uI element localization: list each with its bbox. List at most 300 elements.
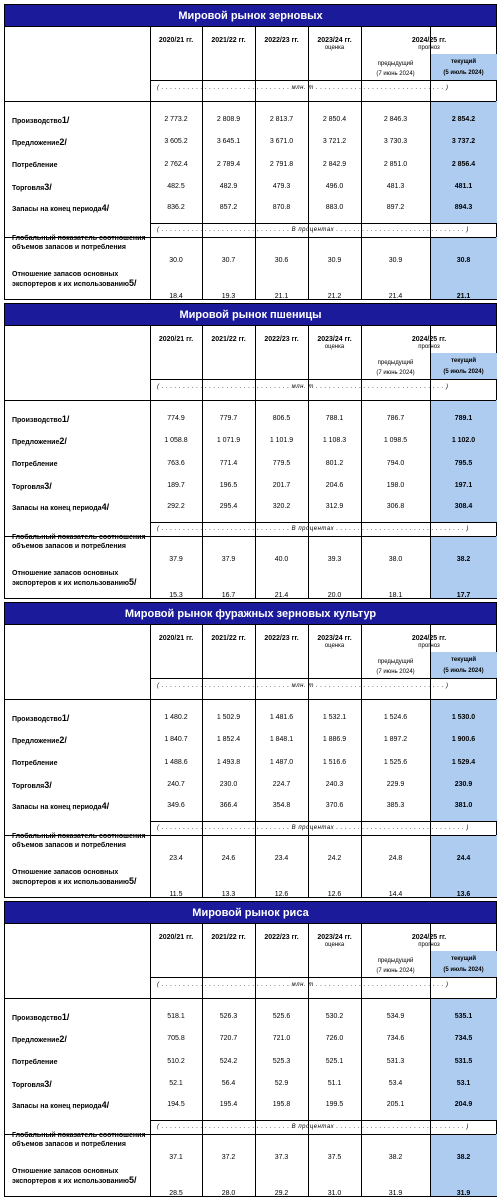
year-header: 2022/23 гг. xyxy=(264,635,299,642)
footnote-mark: 2/ xyxy=(59,436,67,446)
year-header: 2022/23 гг. xyxy=(264,37,299,44)
value-cell: 726.0 xyxy=(325,1035,344,1042)
value-cell: 28.5 xyxy=(169,1190,183,1197)
current-value-cell: 1 900.6 xyxy=(451,736,476,743)
current-column-highlight xyxy=(430,1134,497,1196)
year-header: 2020/21 гг. xyxy=(158,934,194,941)
value-cell: 1 516.6 xyxy=(322,759,347,766)
row-label-consumption xyxy=(12,460,57,469)
year-header: 2022/23 гг. xyxy=(264,934,299,941)
value-cell: 52.9 xyxy=(274,1080,289,1087)
value-cell: 1 897.2 xyxy=(383,736,408,743)
row-label-consumption xyxy=(12,161,57,170)
row-label-stocks xyxy=(12,1101,109,1111)
value-cell: 857.2 xyxy=(219,204,238,211)
value-cell: 2 791.8 xyxy=(269,161,294,168)
row-label-text: Торговля xyxy=(12,484,45,491)
row-label-ratio-global xyxy=(12,234,146,252)
footnote-mark: 4/ xyxy=(101,502,110,512)
footnote-mark: 1/ xyxy=(61,414,70,424)
row-label-text: Предложение xyxy=(12,738,60,745)
current-column-highlight xyxy=(430,652,497,678)
value-cell: 23.4 xyxy=(274,855,289,862)
row-label-text: Потребление xyxy=(12,760,58,767)
footnote-mark: 2/ xyxy=(59,735,67,745)
value-cell: 189.7 xyxy=(167,482,185,489)
value-cell: 38.2 xyxy=(388,1154,403,1161)
block-title: Мировой рынок риса xyxy=(5,902,496,924)
value-cell: 734.6 xyxy=(386,1035,405,1042)
current-value-cell: 21.1 xyxy=(456,293,471,300)
value-cell: 1 108.3 xyxy=(322,437,347,444)
unit-row-pct: ( . . . . . . . . . . . . . . . . . . . . . . . . . . . . . . В процентах . . . . . . . . . . . . . . . . . . . . . . . . . . . . . . ) xyxy=(157,526,469,532)
row-label-supply xyxy=(12,437,67,447)
current-value-cell: 481.1 xyxy=(454,183,473,190)
current-value-cell: 30.8 xyxy=(456,257,471,264)
value-cell: 496.0 xyxy=(325,183,344,190)
footnote-mark: 1/ xyxy=(61,713,70,723)
value-cell: 1 502.9 xyxy=(216,714,241,721)
cur-forecast-date: (5 июль 2024) xyxy=(443,967,484,973)
footnote-mark: 5/ xyxy=(129,876,137,886)
row-label-consumption xyxy=(12,759,57,768)
estimate-label: оценка xyxy=(324,344,345,350)
value-cell: 28.0 xyxy=(221,1190,236,1197)
footnote-mark: 3/ xyxy=(44,780,52,790)
value-cell: 24.6 xyxy=(221,855,236,862)
unit-row-mln: ( . . . . . . . . . . . . . . . . . . . . . . . . . . . . . . млн. т . . . . . . . . . . . . . . . . . . . . . . . . . . . . . . ) xyxy=(157,384,449,390)
row-label-ratio-exporters xyxy=(12,569,146,588)
row-label-text: Глобальный показатель соотношения объемов запасов и потребления xyxy=(12,534,146,550)
value-cell: 24.2 xyxy=(327,855,342,862)
row-label-text: Глобальный показатель соотношения объемов запасов и потребления xyxy=(12,833,146,849)
forecast-year-header: 2024/25 гг. xyxy=(411,635,447,642)
row-label-text: Потребление xyxy=(12,162,58,169)
row-label-supply xyxy=(12,1035,67,1045)
row-divider xyxy=(5,699,496,700)
value-cell: 12.6 xyxy=(274,891,289,898)
row-label-production xyxy=(12,1013,69,1023)
current-column-highlight xyxy=(430,237,497,299)
value-cell: 524.2 xyxy=(219,1058,238,1065)
footnote-mark: 3/ xyxy=(44,182,52,192)
row-label-ratio-exporters xyxy=(12,270,146,289)
current-column-highlight xyxy=(430,536,497,598)
row-label-trade xyxy=(12,482,52,492)
year-header: 2021/22 гг. xyxy=(211,934,246,941)
value-cell: 37.1 xyxy=(169,1154,183,1161)
current-value-cell: 308.4 xyxy=(454,503,473,510)
value-cell: 720.7 xyxy=(219,1035,238,1042)
value-cell: 2 773.2 xyxy=(164,116,188,123)
value-cell: 56.4 xyxy=(221,1080,236,1087)
forecast-label: прогноз xyxy=(418,344,440,350)
current-value-cell: 531.5 xyxy=(454,1058,473,1065)
cur-forecast-date: (5 июль 2024) xyxy=(443,668,484,674)
estimate-label: оценка xyxy=(324,942,345,948)
value-cell: 18.4 xyxy=(169,293,183,300)
value-cell: 37.3 xyxy=(274,1154,289,1161)
current-value-cell: 13.6 xyxy=(456,891,471,898)
row-label-ratio-exporters xyxy=(12,1167,146,1186)
current-value-cell: 2 856.4 xyxy=(451,161,476,168)
value-cell: 38.0 xyxy=(388,556,403,563)
row-divider xyxy=(150,80,496,81)
footnote-mark: 2/ xyxy=(59,1034,67,1044)
block-title: Мировой рынок пшеницы xyxy=(5,304,496,326)
value-cell: 12.6 xyxy=(327,891,342,898)
current-value-cell: 3 737.2 xyxy=(451,138,476,145)
value-cell: 2 762.4 xyxy=(164,161,188,168)
page xyxy=(4,4,497,1200)
unit-row-mln: ( . . . . . . . . . . . . . . . . . . . . . . . . . . . . . . млн. т . . . . . . . . . . . . . . . . . . . . . . . . . . . . . . ) xyxy=(157,683,449,689)
row-label-text: Предложение xyxy=(12,1037,60,1044)
value-cell: 30.0 xyxy=(169,257,183,264)
value-cell: 194.5 xyxy=(167,1101,185,1108)
forecast-year-header: 2024/25 гг. xyxy=(411,37,447,44)
year-header: 2020/21 гг. xyxy=(158,635,194,642)
value-cell: 312.9 xyxy=(325,503,344,510)
value-cell: 19.3 xyxy=(221,293,236,300)
forecast-label: прогноз xyxy=(418,942,440,948)
value-cell: 836.2 xyxy=(167,204,185,211)
forecast-year-header: 2024/25 гг. xyxy=(411,934,447,941)
value-cell: 3 730.3 xyxy=(383,138,408,145)
value-cell: 3 671.0 xyxy=(269,138,294,145)
row-label-text: Отношение запасов основных экспортеров к их использованию xyxy=(12,271,130,288)
cur-forecast-label: текущий xyxy=(450,657,477,663)
year-header: 2020/21 гг. xyxy=(158,37,194,44)
value-cell: 52.1 xyxy=(169,1080,183,1087)
value-cell: 1 848.1 xyxy=(269,736,294,743)
data-table xyxy=(5,326,496,598)
value-cell: 295.4 xyxy=(219,503,238,510)
value-cell: 229.9 xyxy=(386,781,405,788)
forecast-year-header: 2024/25 гг. xyxy=(411,336,447,343)
row-label-text: Производство xyxy=(12,716,62,723)
value-cell: 794.0 xyxy=(386,460,405,467)
footnote-mark: 4/ xyxy=(101,203,110,213)
value-cell: 195.8 xyxy=(272,1101,291,1108)
row-label-ratio-global xyxy=(12,533,146,551)
cur-forecast-label: текущий xyxy=(450,956,477,962)
current-value-cell: 38.2 xyxy=(456,556,471,563)
current-value-cell: 53.1 xyxy=(456,1080,471,1087)
value-cell: 1 101.9 xyxy=(269,437,294,444)
value-cell: 198.0 xyxy=(386,482,405,489)
value-cell: 39.3 xyxy=(327,556,342,563)
row-label-stocks xyxy=(12,204,109,214)
value-cell: 230.0 xyxy=(219,781,238,788)
value-cell: 1 852.4 xyxy=(216,736,241,743)
footnote-mark: 5/ xyxy=(129,278,137,288)
row-label-trade xyxy=(12,1080,52,1090)
current-value-cell: 535.1 xyxy=(454,1013,473,1020)
row-label-supply xyxy=(12,138,67,148)
prev-forecast-date: (7 июнь 2024) xyxy=(376,669,415,675)
row-divider xyxy=(150,522,496,523)
value-cell: 525.1 xyxy=(325,1058,344,1065)
row-label-text: Глобальный показатель соотношения объемов запасов и потребления xyxy=(12,1132,146,1148)
value-cell: 354.8 xyxy=(272,802,291,809)
current-column-highlight xyxy=(430,54,497,80)
unit-row-mln: ( . . . . . . . . . . . . . . . . . . . . . . . . . . . . . . млн. т . . . . . . . . . . . . . . . . . . . . . . . . . . . . . . ) xyxy=(157,982,449,988)
current-column-highlight xyxy=(430,353,497,379)
unit-row-pct: ( . . . . . . . . . . . . . . . . . . . . . . . . . . . . . . В процентах . . . . . . . . . . . . . . . . . . . . . . . . . . . . . . ) xyxy=(157,825,469,831)
value-cell: 1 480.2 xyxy=(164,714,188,721)
current-value-cell: 17.7 xyxy=(456,592,471,599)
current-value-cell: 31.9 xyxy=(456,1190,471,1197)
current-value-cell: 1 529.4 xyxy=(451,759,476,766)
market-block xyxy=(4,602,497,898)
forecast-label: прогноз xyxy=(418,643,440,649)
prev-forecast-label: предыдущий xyxy=(377,659,414,665)
row-label-trade xyxy=(12,781,52,791)
cur-forecast-label: текущий xyxy=(450,59,477,65)
value-cell: 201.7 xyxy=(272,482,291,489)
value-cell: 801.2 xyxy=(325,460,344,467)
value-cell: 2 851.0 xyxy=(383,161,408,168)
year-header: 2022/23 гг. xyxy=(264,336,299,343)
value-cell: 3 645.1 xyxy=(216,138,241,145)
value-cell: 29.2 xyxy=(274,1190,289,1197)
value-cell: 240.3 xyxy=(325,781,344,788)
row-label-text: Глобальный показатель соотношения объемов запасов и потребления xyxy=(12,235,146,251)
forecast-label: прогноз xyxy=(418,45,440,51)
value-cell: 1 098.5 xyxy=(383,437,408,444)
value-cell: 320.2 xyxy=(272,503,291,510)
row-label-text: Потребление xyxy=(12,461,58,468)
row-label-text: Запасы на конец периода xyxy=(12,1103,102,1110)
value-cell: 1 840.7 xyxy=(164,736,188,743)
value-cell: 2 850.4 xyxy=(322,116,347,123)
row-divider xyxy=(150,1120,496,1121)
row-label-production xyxy=(12,116,69,126)
value-cell: 2 846.3 xyxy=(383,116,408,123)
value-cell: 2 813.7 xyxy=(269,116,294,123)
row-divider xyxy=(5,101,496,102)
footnote-mark: 5/ xyxy=(129,577,137,587)
prev-forecast-date: (7 июнь 2024) xyxy=(376,71,415,77)
footnote-mark: 5/ xyxy=(129,1175,137,1185)
value-cell: 30.9 xyxy=(327,257,342,264)
row-label-text: Производство xyxy=(12,1015,62,1022)
value-cell: 14.4 xyxy=(388,891,403,898)
value-cell: 530.2 xyxy=(325,1013,344,1020)
value-cell: 526.3 xyxy=(219,1013,238,1020)
value-cell: 1 488.6 xyxy=(164,759,188,766)
row-label-text: Отношение запасов основных экспортеров к их использованию xyxy=(12,1168,130,1185)
value-cell: 24.8 xyxy=(388,855,403,862)
current-value-cell: 1 530.0 xyxy=(451,714,476,721)
value-cell: 525.6 xyxy=(272,1013,291,1020)
value-cell: 1 071.9 xyxy=(216,437,241,444)
value-cell: 3 721.2 xyxy=(322,138,347,145)
row-divider xyxy=(150,821,496,822)
value-cell: 21.4 xyxy=(274,592,289,599)
value-cell: 806.5 xyxy=(272,415,291,422)
value-cell: 199.5 xyxy=(325,1101,344,1108)
value-cell: 51.1 xyxy=(327,1080,342,1087)
value-cell: 18.1 xyxy=(388,592,403,599)
value-cell: 774.9 xyxy=(167,415,185,422)
cur-forecast-date: (5 июль 2024) xyxy=(443,369,484,375)
value-cell: 30.9 xyxy=(388,257,403,264)
prev-forecast-date: (7 июнь 2024) xyxy=(376,968,415,974)
year-header: 2023/24 гг. xyxy=(317,336,352,343)
row-label-text: Торговля xyxy=(12,1082,45,1089)
row-label-ratio-global xyxy=(12,832,146,850)
current-value-cell: 894.3 xyxy=(454,204,473,211)
value-cell: 13.3 xyxy=(221,891,236,898)
current-value-cell: 24.4 xyxy=(456,855,471,862)
year-header: 2023/24 гг. xyxy=(317,635,352,642)
value-cell: 788.1 xyxy=(325,415,344,422)
estimate-label: оценка xyxy=(324,643,345,649)
row-label-consumption xyxy=(12,1058,57,1067)
value-cell: 20.0 xyxy=(327,592,342,599)
value-cell: 2 789.4 xyxy=(216,161,241,168)
value-cell: 482.9 xyxy=(219,183,238,190)
value-cell: 779.7 xyxy=(219,415,238,422)
value-cell: 3 605.2 xyxy=(164,138,188,145)
value-cell: 481.3 xyxy=(386,183,405,190)
value-cell: 786.7 xyxy=(386,415,405,422)
unit-row-pct: ( . . . . . . . . . . . . . . . . . . . . . . . . . . . . . . В процентах . . . . . . . . . . . . . . . . . . . . . . . . . . . . . . ) xyxy=(157,1124,469,1130)
value-cell: 1 524.6 xyxy=(383,714,408,721)
value-cell: 2 842.9 xyxy=(322,161,347,168)
value-cell: 510.2 xyxy=(167,1058,185,1065)
year-header: 2021/22 гг. xyxy=(211,37,246,44)
row-divider xyxy=(150,678,496,679)
value-cell: 240.7 xyxy=(167,781,185,788)
value-cell: 195.4 xyxy=(219,1101,238,1108)
value-cell: 531.3 xyxy=(386,1058,405,1065)
value-cell: 525.3 xyxy=(272,1058,291,1065)
value-cell: 31.9 xyxy=(388,1190,403,1197)
value-cell: 23.4 xyxy=(169,855,183,862)
year-header: 2020/21 гг. xyxy=(158,336,194,343)
row-label-supply xyxy=(12,736,67,746)
data-table xyxy=(5,924,496,1196)
value-cell: 870.8 xyxy=(272,204,291,211)
value-cell: 518.1 xyxy=(167,1013,185,1020)
value-cell: 1 058.8 xyxy=(164,437,188,444)
cur-forecast-date: (5 июль 2024) xyxy=(443,70,484,76)
current-value-cell: 197.1 xyxy=(454,482,473,489)
row-label-text: Отношение запасов основных экспортеров к их использованию xyxy=(12,570,130,587)
block-title: Мировой рынок зерновых xyxy=(5,5,496,27)
value-cell: 763.6 xyxy=(167,460,185,467)
footnote-mark: 2/ xyxy=(59,137,67,147)
year-header: 2021/22 гг. xyxy=(211,336,246,343)
block-title: Мировой рынок фуражных зерновых культур xyxy=(5,603,496,625)
current-value-cell: 1 102.0 xyxy=(451,437,476,444)
value-cell: 1 493.8 xyxy=(216,759,241,766)
value-cell: 1 487.0 xyxy=(269,759,294,766)
value-cell: 11.5 xyxy=(169,891,183,898)
row-label-text: Предложение xyxy=(12,140,60,147)
value-cell: 205.1 xyxy=(386,1101,405,1108)
current-value-cell: 795.5 xyxy=(454,460,473,467)
value-cell: 366.4 xyxy=(219,802,238,809)
row-label-ratio-global xyxy=(12,1131,146,1149)
value-cell: 306.8 xyxy=(386,503,405,510)
data-table xyxy=(5,27,496,299)
value-cell: 15.3 xyxy=(169,592,183,599)
value-cell: 385.3 xyxy=(386,802,405,809)
value-cell: 204.6 xyxy=(325,482,344,489)
footnote-mark: 1/ xyxy=(61,115,70,125)
value-cell: 40.0 xyxy=(274,556,289,563)
value-cell: 30.6 xyxy=(274,257,289,264)
row-label-stocks xyxy=(12,503,109,513)
value-cell: 897.2 xyxy=(386,204,405,211)
footnote-mark: 3/ xyxy=(44,1079,52,1089)
footnote-mark: 3/ xyxy=(44,481,52,491)
value-cell: 370.6 xyxy=(325,802,344,809)
value-cell: 37.2 xyxy=(221,1154,236,1161)
value-cell: 1 481.6 xyxy=(269,714,294,721)
value-cell: 30.7 xyxy=(221,257,236,264)
current-value-cell: 2 854.2 xyxy=(451,116,476,123)
row-label-ratio-exporters xyxy=(12,868,146,887)
row-divider xyxy=(150,223,496,224)
value-cell: 721.0 xyxy=(272,1035,291,1042)
value-cell: 534.9 xyxy=(386,1013,405,1020)
value-cell: 16.7 xyxy=(221,592,236,599)
year-header: 2021/22 гг. xyxy=(211,635,246,642)
cur-forecast-label: текущий xyxy=(450,358,477,364)
value-cell: 883.0 xyxy=(325,204,344,211)
row-label-text: Предложение xyxy=(12,439,60,446)
prev-forecast-date: (7 июнь 2024) xyxy=(376,370,415,376)
value-cell: 482.5 xyxy=(167,183,185,190)
row-label-text: Производство xyxy=(12,417,62,424)
market-block xyxy=(4,4,497,300)
unit-row-pct: ( . . . . . . . . . . . . . . . . . . . . . . . . . . . . . . В процентах . . . . . . . . . . . . . . . . . . . . . . . . . . . . . . ) xyxy=(157,227,469,233)
current-value-cell: 789.1 xyxy=(454,415,473,422)
row-label-trade xyxy=(12,183,52,193)
row-label-text: Торговля xyxy=(12,783,45,790)
value-cell: 779.5 xyxy=(272,460,291,467)
value-cell: 53.4 xyxy=(388,1080,403,1087)
unit-row-mln: ( . . . . . . . . . . . . . . . . . . . . . . . . . . . . . . млн. т . . . . . . . . . . . . . . . . . . . . . . . . . . . . . . ) xyxy=(157,85,449,91)
value-cell: 1 532.1 xyxy=(322,714,347,721)
footnote-mark: 1/ xyxy=(61,1012,70,1022)
prev-forecast-label: предыдущий xyxy=(377,958,414,964)
year-header: 2023/24 гг. xyxy=(317,934,352,941)
value-cell: 37.9 xyxy=(221,556,236,563)
value-cell: 2 808.9 xyxy=(216,116,241,123)
data-table xyxy=(5,625,496,897)
value-cell: 705.8 xyxy=(167,1035,185,1042)
row-label-text: Запасы на конец периода xyxy=(12,505,102,512)
estimate-label: оценка xyxy=(324,45,345,51)
current-value-cell: 204.9 xyxy=(454,1101,473,1108)
value-cell: 1 886.9 xyxy=(322,736,347,743)
current-column-highlight xyxy=(430,835,497,897)
market-block xyxy=(4,303,497,599)
row-divider xyxy=(5,998,496,999)
current-value-cell: 230.9 xyxy=(454,781,473,788)
value-cell: 479.3 xyxy=(272,183,291,190)
current-value-cell: 38.2 xyxy=(456,1154,471,1161)
row-label-text: Запасы на конец периода xyxy=(12,206,102,213)
value-cell: 196.5 xyxy=(219,482,238,489)
row-label-production xyxy=(12,714,69,724)
row-label-stocks xyxy=(12,802,109,812)
